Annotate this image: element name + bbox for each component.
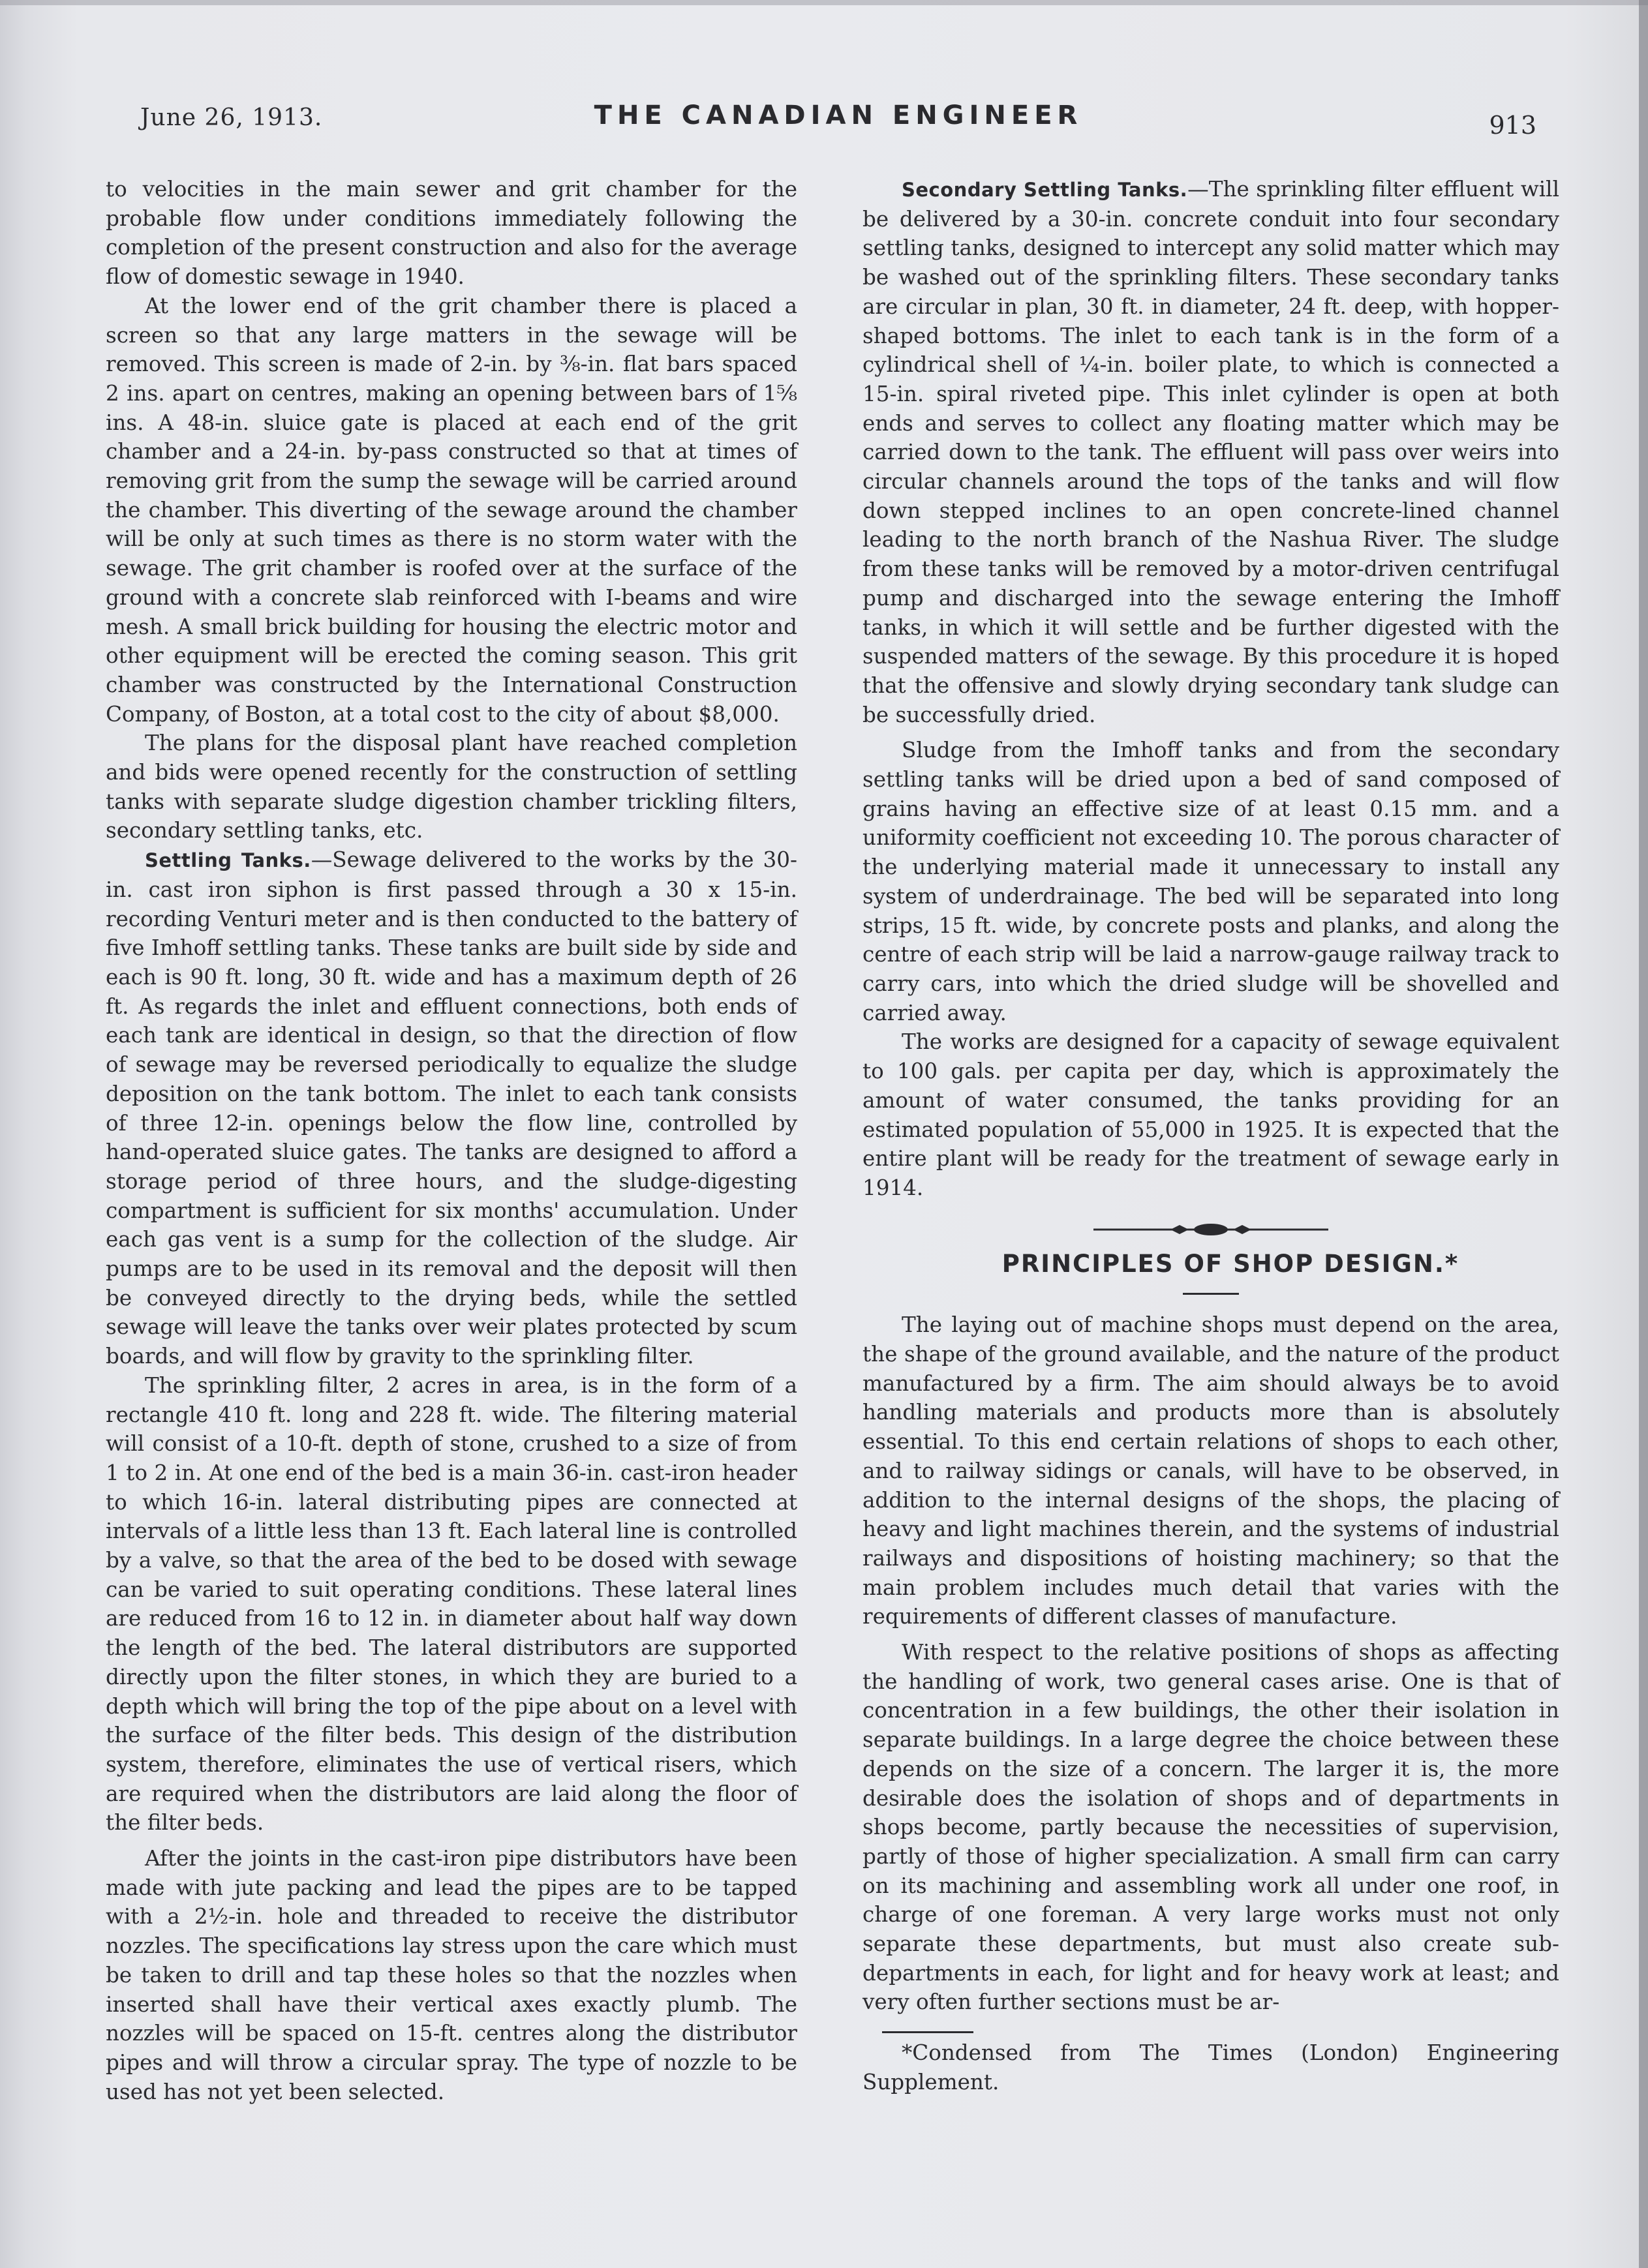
title-rule [1183, 1293, 1239, 1295]
paragraph [862, 175, 1559, 729]
header-date: June 26, 1913. [140, 104, 323, 131]
paragraph: The works are designed for a capacity of sewage equivalent to 100 gals. per capita per day, which is approximately the amount of water consumed, the tanks providing for an estimated population of 55,000 in 1925. It is expected that the entire plant will be ready for the treatment of sewage early in 1914. [862, 1029, 1559, 1200]
paragraph: With respect to the relative positions of shops as affecting the handling of work, two general cases arise. One is that of concentration in a few buildings, the other their isolation in separate buildings. In a large degree the choice between these depends on the size of a concern. The larger it is, the more desirable does the isolation of shops and of departments in shops become, partly because the necessities of supervision, partly of those of higher specialization. A small firm can carry on its machining and assembling work all under one roof, in charge of one foreman. A very large works must not only separate these departments, but must also create sub-departments in each, for light and for heavy work at least; and very often further sections must be ar- [862, 1640, 1559, 2015]
paragraph: The plans for the disposal plant have reached completion and bids were opened recently for the construction of settling tanks with separate sludge digestion chamber trickling filters, secondary settling tanks, etc. [106, 731, 797, 843]
left-column [106, 175, 797, 2106]
running-header [140, 98, 1536, 140]
right-edge-shadow [1639, 0, 1648, 2268]
page-number: 913 [1489, 111, 1536, 140]
section-heading: Secondary Settling Tanks. [902, 179, 1188, 201]
right-column [862, 175, 1559, 2097]
footnote-rule [882, 2031, 973, 2033]
paragraph [106, 845, 797, 1371]
journal-title: THE CANADIAN ENGINEER [594, 100, 1083, 130]
article-title: PRINCIPLES OF SHOP DESIGN.* [1001, 1249, 1459, 1278]
paragraph-text: —Sewage delivered to the works by the 30-in. cast iron siphon is first passed through a 30 x 15-in. recording Venturi meter and is then conducted to the battery of five Imhoff settling tanks. These tanks are built side by side and each is 90 ft. long, 30 ft. wide and has a maximum depth of 26 ft. As regards the inlet and effluent connections, both ends of each tank are identical in design, so that the direction of flow of sewage may be reversed periodically to equalize the sludge deposition on the tank bottom. The inlet to each tank consists of three 12-in. openings below the flow line, controlled by hand-operated sluice gates. The tanks are designed to afford a storage period of three hours, and the sludge-digesting compartment is sufficient for six months' accumulation. Under each gas vent is a sump for the collection of the sludge. Air pumps are to be used in its removal and the deposit will then be conveyed directly to the drying beds, while the settled sewage will leave the tanks over weir plates protected by scum boards, and will flow by gravity to the sprinkling filter. [106, 847, 797, 1369]
paragraph: to velocities in the main sewer and grit chamber for the probable flow under conditions immediately following the completion of the present construction and also for the average flow of domestic sewage in 1940. [106, 177, 797, 290]
paragraph: Sludge from the Imhoff tanks and from the secondary settling tanks will be dried upon a bed of sand composed of grains having an effective size of at least 0.15 mm. and a uniformity coefficient not exceeding 10. The porous character of the underlying material made it unnecessary to install any system of underdrainage. The bed will be separated into long strips, 15 ft. wide, by concrete posts and planks, and along the centre of each strip will be laid a narrow-gauge railway track to carry cars, into which the dried sludge will be shovelled and carried away. [862, 738, 1559, 1025]
paragraph: After the joints in the cast-iron pipe distributors have been made with jute packing and lead the pipes are to be tapped with a 2½-in. hole and threaded to receive the distributor nozzles. The specifications lay stress upon the care which must be taken to drill and tap these holes so that the nozzles when inserted shall have their vertical axes exactly plumb. The nozzles will be spaced on 15-ft. centres along the distributor pipes and will throw a circular spray. The type of nozzle to be used has not yet been selected. [106, 1846, 797, 2104]
paragraph: At the lower end of the grit chamber there is placed a screen so that any large matters in the sewage will be removed. This screen is made of 2-in. by ⅜-in. flat bars spaced 2 ins. apart on centres, making an opening between bars of 1⅝ ins. A 48-in. sluice gate is placed at each end of the grit chamber and a 24-in. by-pass constructed so that at times of removing grit from the sump the sewage will be carried around the chamber. This diverting of the sewage around the chamber will be only at such times as there is no storm water with the sewage. The grit chamber is roofed over at the surface of the ground with a concrete slab reinforced with I-beams and wire mesh. A small brick building for housing the electric motor and other equipment will be erected the coming season. This grit chamber was constructed by the International Construction Company, of Boston, at a total cost to the city of about $8,000. [106, 293, 797, 727]
section-heading: Settling Tanks. [145, 849, 311, 872]
paragraph: The sprinkling filter, 2 acres in area, is in the form of a rectangle 410 ft. long and 228 ft. wide. The filtering material will consist of a 10-ft. depth of stone, crushed to a size of from 1 to 2 in. At one end of the bed is a main 36-in. cast-iron header to which 16-in. lateral distributing pipes are connected at intervals of a little less than 13 ft. Each lateral line is controlled by a valve, so that the area of the bed to be dosed with sewage can be varied to suit operating conditions. These lateral lines are reduced from 16 to 12 in. in diameter about half way down the length of the bed. The lateral distributors are supported directly upon the filter stones, in which they are buried to a depth which will bring the top of the pipe about on a level with the surface of the filter beds. This design of the distribution system, therefore, eliminates the use of vertical risers, which are required when the distributors are laid along the floor of the filter beds. [106, 1372, 797, 1836]
footnote: *Condensed from The Times (London) Engineering Supplement. [862, 2040, 1559, 2094]
top-edge [0, 0, 1648, 5]
paragraph-text: —The sprinkling filter effluent will be delivered by a 30-in. concrete conduit into four secondary settling tanks, designed to intercept any solid matter which may be washed out of the sprinkling filters. These secondary tanks are circular in plan, 30 ft. in diameter, 24 ft. deep, with hopper-shaped bottoms. The inlet to each tank is in the form of a cylindrical shell of ¼-in. boiler plate, to which is connected a 15-in. spiral riveted pipe. This inlet cylinder is open at both ends and serves to collect any floating matter which may be carried down to the tank. The effluent will pass over weirs into circular channels around the tops of the tanks and will flow down stepped inclines to an open concrete-lined channel leading to the north branch of the Nashua River. The sludge from these tanks will be removed by a motor-driven centrifugal pump and discharged into the sewage entering the Imhoff tanks, in which it will settle and be further digested with the suspended matters of the sewage. By this procedure it is hoped that the offensive and slowly drying secondary tank sludge can be successfully dried. [862, 177, 1559, 727]
ornament-divider [1093, 1220, 1328, 1239]
paragraph: The laying out of machine shops must depend on the area, the shape of the ground available, and the nature of the product manufactured by a firm. The aim should always be to avoid handling materials and products more than is absolutely essential. To this end certain relations of shops to each other, and to railway sidings or canals, will have to be observed, in addition to the internal designs of the shops, the placing of heavy and light machines therein, and the systems of industrial railways and dispositions of hoisting machinery; so that the main problem includes much detail that varies with the requirements of different classes of manufacture. [862, 1312, 1559, 1629]
